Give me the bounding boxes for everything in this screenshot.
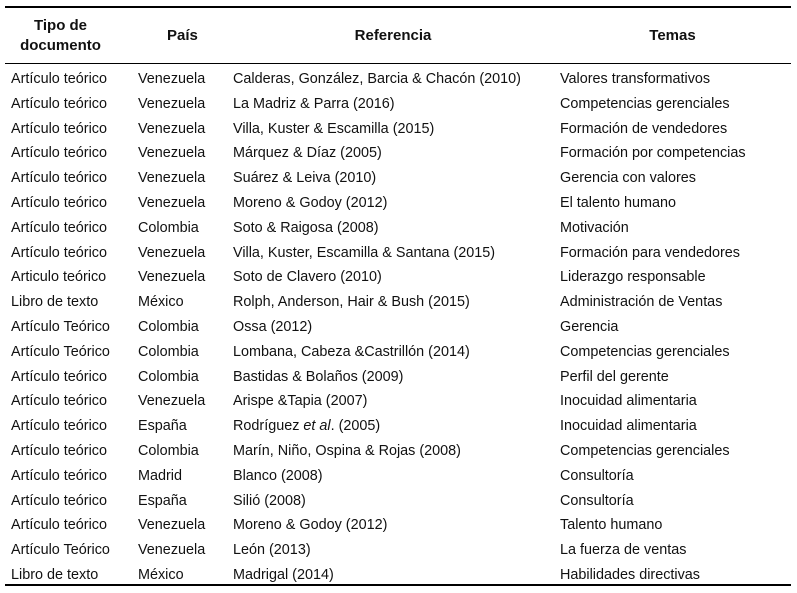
table-row <box>0 216 797 241</box>
cell-referencia <box>233 439 461 464</box>
cell-referencia <box>233 489 306 514</box>
reference-text: Rolph, Anderson, Hair & Bush (2015) <box>233 294 470 311</box>
cell-tipo-documento: Artículo teórico <box>11 194 107 211</box>
cell-referencia <box>233 241 495 266</box>
reference-text: Márquez & Díaz (2005) <box>233 145 382 162</box>
cell-tipo-documento: Artículo teórico <box>11 517 107 534</box>
cell-referencia <box>233 315 312 340</box>
reference-text: Marín, Niño, Ospina & Rojas (2008) <box>233 442 461 459</box>
reference-text: Arispe &Tapia (2007) <box>233 393 368 410</box>
cell-pais: Colombia <box>138 368 199 385</box>
cell-referencia <box>233 67 521 92</box>
cell-referencia <box>233 117 434 142</box>
cell-temas: Competencias gerenciales <box>560 95 730 112</box>
cell-temas: Competencias gerenciales <box>560 343 730 360</box>
table-row <box>0 141 797 166</box>
table-row <box>0 67 797 92</box>
table-row <box>0 414 797 439</box>
table-row <box>0 365 797 390</box>
reference-text: Blanco (2008) <box>233 467 323 484</box>
cell-pais: Venezuela <box>138 95 206 112</box>
cell-tipo-documento: Artículo teórico <box>11 219 107 236</box>
cell-pais: Colombia <box>138 219 199 236</box>
cell-referencia <box>233 340 470 365</box>
reference-text: Ossa (2012) <box>233 318 313 335</box>
cell-referencia <box>233 365 403 390</box>
table-row <box>0 241 797 266</box>
cell-pais: Venezuela <box>138 170 206 187</box>
reference-tail-text: . (2005) <box>330 418 381 435</box>
reference-text: Madrigal (2014) <box>233 566 334 583</box>
cell-tipo-documento: Libro de texto <box>11 566 99 583</box>
table-row <box>0 340 797 365</box>
cell-pais: Venezuela <box>138 517 206 534</box>
table-row <box>0 191 797 216</box>
reference-text: Soto de Clavero (2010) <box>233 269 382 286</box>
cell-temas: Inocuidad alimentaria <box>560 393 697 410</box>
table-row <box>0 389 797 414</box>
reference-italic-text: et al <box>303 418 331 435</box>
cell-tipo-documento: Artículo teórico <box>11 145 107 162</box>
cell-temas: Gerencia <box>560 318 619 335</box>
cell-tipo-documento: Artículo teórico <box>11 170 107 187</box>
cell-temas: Formación de vendedores <box>560 120 728 137</box>
table-row <box>0 166 797 191</box>
cell-tipo-documento: Articulo teórico <box>11 269 107 286</box>
cell-tipo-documento: Artículo teórico <box>11 492 107 509</box>
table-row <box>0 265 797 290</box>
reference-text: Calderas, González, Barcia & Chacón (2010) <box>233 71 521 87</box>
cell-tipo-documento: Libro de texto <box>11 294 99 311</box>
table-header-rule <box>5 63 791 64</box>
table-body <box>0 67 797 588</box>
cell-pais: Venezuela <box>138 269 206 286</box>
cell-temas: La fuerza de ventas <box>560 542 687 559</box>
cell-temas: Talento humano <box>560 517 663 534</box>
reference-text: Soto & Raigosa (2008) <box>233 219 379 236</box>
cell-pais: Venezuela <box>138 120 206 137</box>
table-top-rule <box>5 6 791 8</box>
reference-text: Moreno & Godoy (2012) <box>233 517 388 534</box>
cell-tipo-documento: Artículo teórico <box>11 467 107 484</box>
cell-pais: España <box>138 418 187 435</box>
table-row <box>0 538 797 563</box>
cell-temas: Perfil del gerente <box>560 368 669 385</box>
cell-pais: Colombia <box>138 442 199 459</box>
table-row <box>0 439 797 464</box>
cell-temas: Inocuidad alimentaria <box>560 418 697 435</box>
cell-pais: México <box>138 294 184 311</box>
reference-text: León (2013) <box>233 542 311 559</box>
cell-tipo-documento: Artículo teórico <box>11 244 107 261</box>
cell-pais: Venezuela <box>138 145 206 162</box>
cell-referencia <box>233 166 376 191</box>
reference-text: Moreno & Godoy (2012) <box>233 194 388 211</box>
cell-temas: Consultoría <box>560 492 634 509</box>
reference-text: Suárez & Leiva (2010) <box>233 170 377 187</box>
cell-tipo-documento: Artículo Teórico <box>11 318 110 335</box>
table-bottom-rule <box>5 584 791 586</box>
header-temas: Temas <box>649 27 696 44</box>
cell-tipo-documento: Artículo teórico <box>11 71 107 87</box>
cell-temas: Formación para vendedores <box>560 244 740 261</box>
table-row <box>0 290 797 315</box>
cell-referencia <box>233 538 311 563</box>
table-row <box>0 315 797 340</box>
table-row <box>0 513 797 538</box>
table-row <box>0 464 797 489</box>
table-row <box>0 92 797 117</box>
cell-referencia <box>233 92 395 117</box>
cell-tipo-documento: Artículo Teórico <box>11 343 110 360</box>
reference-text: Villa, Kuster & Escamilla (2015) <box>233 120 435 137</box>
cell-pais: México <box>138 566 184 583</box>
cell-pais: Venezuela <box>138 71 206 87</box>
cell-referencia <box>233 191 387 216</box>
cell-temas: Competencias gerenciales <box>560 442 730 459</box>
cell-temas: Administración de Ventas <box>560 294 723 311</box>
reference-text: La Madriz & Parra (2016) <box>233 95 395 112</box>
cell-tipo-documento: Artículo Teórico <box>11 542 110 559</box>
cell-tipo-documento: Artículo teórico <box>11 442 107 459</box>
cell-referencia <box>233 141 382 166</box>
reference-text: Villa, Kuster, Escamilla & Santana (2015) <box>233 244 496 261</box>
cell-temas: Liderazgo responsable <box>560 269 706 286</box>
cell-tipo-documento: Artículo teórico <box>11 393 107 410</box>
cell-referencia <box>233 216 379 241</box>
header-tipo-line1: Tipo de <box>33 17 88 34</box>
cell-referencia <box>233 290 470 315</box>
header-pais: País <box>167 27 198 44</box>
cell-tipo-documento: Artículo teórico <box>11 120 107 137</box>
reference-text: Silió (2008) <box>233 492 306 509</box>
cell-referencia <box>233 513 387 538</box>
cell-referencia <box>233 464 323 489</box>
cell-temas: Motivación <box>560 219 629 236</box>
cell-temas: El talento humano <box>560 194 677 211</box>
cell-temas: Valores transformativos <box>560 71 711 87</box>
cell-pais: Colombia <box>138 318 199 335</box>
cell-pais: Venezuela <box>138 542 206 559</box>
reference-text: Lombana, Cabeza &Castrillón (2014) <box>233 343 470 360</box>
cell-tipo-documento: Artículo teórico <box>11 418 107 435</box>
cell-referencia <box>233 265 382 290</box>
cell-tipo-documento: Artículo teórico <box>11 95 107 112</box>
cell-temas: Formación por competencias <box>560 145 746 162</box>
cell-pais: Colombia <box>138 343 199 360</box>
cell-pais: Venezuela <box>138 393 206 410</box>
cell-pais: España <box>138 492 187 509</box>
header-referencia: Referencia <box>354 27 432 44</box>
cell-pais: Venezuela <box>138 244 206 261</box>
header-tipo-documento <box>8 13 113 59</box>
table-row <box>0 117 797 142</box>
cell-pais: Venezuela <box>138 194 206 211</box>
cell-temas: Habilidades directivas <box>560 566 700 583</box>
cell-referencia <box>233 414 380 439</box>
cell-temas: Gerencia con valores <box>560 170 696 187</box>
cell-tipo-documento: Artículo teórico <box>11 368 107 385</box>
cell-temas: Consultoría <box>560 467 634 484</box>
header-tipo-line2: documento <box>20 37 101 54</box>
cell-pais: Madrid <box>138 467 182 484</box>
cell-referencia <box>233 389 367 414</box>
reference-text: Rodríguez <box>233 418 300 435</box>
table-row <box>0 489 797 514</box>
reference-text: Bastidas & Bolaños (2009) <box>233 368 404 385</box>
